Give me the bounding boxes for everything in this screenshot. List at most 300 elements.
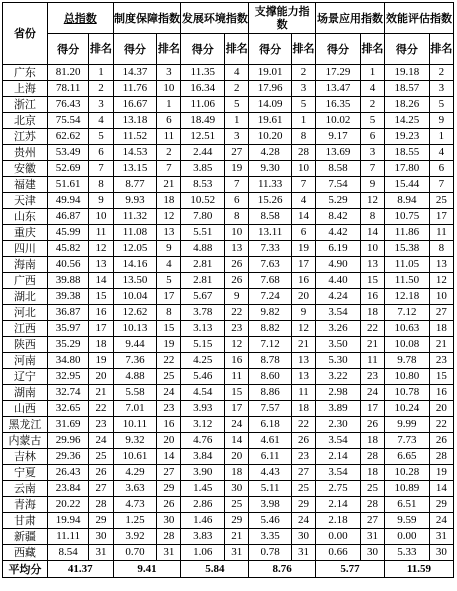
environment-rank: 31 (225, 545, 249, 561)
environment-score: 2.86 (181, 497, 225, 513)
environment-score: 1.06 (181, 545, 225, 561)
environment-score: 2.44 (181, 145, 225, 161)
score-header: 得分 (384, 34, 429, 65)
table-row (3, 417, 454, 433)
support-rank: 10 (291, 161, 315, 177)
institution-rank: 2 (157, 145, 181, 161)
application-rank: 18 (360, 305, 384, 321)
province-name: 河北 (3, 305, 48, 321)
institution-rank: 21 (157, 177, 181, 193)
institution-score: 8.77 (113, 177, 157, 193)
environment-score: 16.34 (181, 81, 225, 97)
environment-score: 12.51 (181, 129, 225, 145)
province-name: 辽宁 (3, 369, 48, 385)
effectiveness-rank: 2 (429, 65, 453, 81)
effectiveness-rank: 1 (429, 129, 453, 145)
environment-rank: 29 (225, 513, 249, 529)
effectiveness-rank: 3 (429, 81, 453, 97)
application-score: 5.29 (316, 193, 361, 209)
effectiveness-score: 9.59 (384, 513, 429, 529)
support-rank: 1 (291, 113, 315, 129)
environment-rank: 22 (225, 305, 249, 321)
total-score: 8.54 (47, 545, 89, 561)
application-score: 3.50 (316, 337, 361, 353)
total-score: 62.62 (47, 129, 89, 145)
application-score: 3.54 (316, 305, 361, 321)
effectiveness-rank: 30 (429, 545, 453, 561)
effectiveness-score: 18.57 (384, 81, 429, 97)
effectiveness-rank: 11 (429, 225, 453, 241)
institution-rank: 15 (157, 321, 181, 337)
support-score: 14.09 (249, 97, 292, 113)
institution-score: 7.01 (113, 401, 157, 417)
institution-score: 10.04 (113, 289, 157, 305)
effectiveness-score: 0.00 (384, 529, 429, 545)
environment-score: 18.49 (181, 113, 225, 129)
province-name: 重庆 (3, 225, 48, 241)
environment-rank: 13 (225, 241, 249, 257)
total-rank: 27 (89, 481, 113, 497)
total-score: 29.36 (47, 449, 89, 465)
environment-score: 3.12 (181, 417, 225, 433)
institution-score: 5.58 (113, 385, 157, 401)
total-score: 39.38 (47, 289, 89, 305)
total-rank: 7 (89, 161, 113, 177)
institution-score: 1.25 (113, 513, 157, 529)
environment-rank: 26 (225, 257, 249, 273)
support-rank: 9 (291, 305, 315, 321)
table-row (3, 353, 454, 369)
institution-rank: 5 (157, 273, 181, 289)
application-rank: 8 (360, 209, 384, 225)
support-score: 7.68 (249, 273, 292, 289)
application-rank: 24 (360, 385, 384, 401)
province-name: 湖北 (3, 289, 48, 305)
environment-rank: 1 (225, 113, 249, 129)
effectiveness-score: 10.75 (384, 209, 429, 225)
total-score: 11.11 (47, 529, 89, 545)
support-score: 7.24 (249, 289, 292, 305)
table-row (3, 513, 454, 529)
support-score: 7.63 (249, 257, 292, 273)
institution-rank: 20 (157, 433, 181, 449)
institution-rank: 4 (157, 257, 181, 273)
total-score: 39.88 (47, 273, 89, 289)
application-score: 3.54 (316, 433, 361, 449)
application-score: 9.17 (316, 129, 361, 145)
environment-score: 5.51 (181, 225, 225, 241)
effectiveness-score: 5.33 (384, 545, 429, 561)
average-total: 41.37 (47, 561, 113, 578)
application-score: 5.30 (316, 353, 361, 369)
support-rank: 27 (291, 465, 315, 481)
effectiveness-score: 11.86 (384, 225, 429, 241)
group-header-effectiveness: 效能评估指数 (384, 3, 453, 34)
effectiveness-rank: 13 (429, 257, 453, 273)
support-rank: 30 (291, 529, 315, 545)
total-rank: 24 (89, 433, 113, 449)
total-rank: 6 (89, 145, 113, 161)
group-header-support: 支撑能力指数 (249, 3, 316, 34)
table-row (3, 497, 454, 513)
application-score: 3.54 (316, 465, 361, 481)
table-row (3, 81, 454, 97)
score-header: 得分 (113, 34, 157, 65)
application-rank: 17 (360, 401, 384, 417)
institution-score: 11.76 (113, 81, 157, 97)
province-name: 北京 (3, 113, 48, 129)
support-rank: 24 (291, 513, 315, 529)
average-support: 8.76 (249, 561, 316, 578)
total-rank: 8 (89, 177, 113, 193)
effectiveness-score: 11.50 (384, 273, 429, 289)
table-row (3, 545, 454, 561)
support-rank: 14 (291, 209, 315, 225)
table-row (3, 449, 454, 465)
environment-score: 3.83 (181, 529, 225, 545)
application-score: 13.69 (316, 145, 361, 161)
institution-score: 12.62 (113, 305, 157, 321)
total-score: 53.49 (47, 145, 89, 161)
application-rank: 13 (360, 257, 384, 273)
effectiveness-score: 18.55 (384, 145, 429, 161)
effectiveness-score: 19.18 (384, 65, 429, 81)
total-rank: 12 (89, 241, 113, 257)
application-score: 4.42 (316, 225, 361, 241)
total-score: 51.61 (47, 177, 89, 193)
application-score: 4.90 (316, 257, 361, 273)
province-name: 西藏 (3, 545, 48, 561)
province-name: 青海 (3, 497, 48, 513)
support-rank: 29 (291, 497, 315, 513)
effectiveness-rank: 18 (429, 321, 453, 337)
total-score: 26.43 (47, 465, 89, 481)
institution-rank: 28 (157, 529, 181, 545)
province-header: 省份 (3, 3, 48, 65)
total-score: 36.87 (47, 305, 89, 321)
support-score: 4.43 (249, 465, 292, 481)
application-rank: 21 (360, 337, 384, 353)
institution-score: 13.15 (113, 161, 157, 177)
support-score: 10.20 (249, 129, 292, 145)
group-header-institution: 制度保障指数 (113, 3, 181, 34)
effectiveness-score: 10.28 (384, 465, 429, 481)
support-score: 8.60 (249, 369, 292, 385)
total-rank: 20 (89, 369, 113, 385)
effectiveness-score: 15.44 (384, 177, 429, 193)
total-rank: 15 (89, 289, 113, 305)
environment-score: 5.67 (181, 289, 225, 305)
effectiveness-score: 14.25 (384, 113, 429, 129)
environment-score: 4.76 (181, 433, 225, 449)
effectiveness-rank: 25 (429, 193, 453, 209)
support-score: 8.78 (249, 353, 292, 369)
total-score: 75.54 (47, 113, 89, 129)
total-score: 45.99 (47, 225, 89, 241)
support-score: 4.28 (249, 145, 292, 161)
table-row (3, 177, 454, 193)
effectiveness-rank: 31 (429, 529, 453, 545)
application-score: 2.30 (316, 417, 361, 433)
institution-score: 0.70 (113, 545, 157, 561)
environment-score: 3.78 (181, 305, 225, 321)
province-name: 浙江 (3, 97, 48, 113)
support-rank: 31 (291, 545, 315, 561)
institution-score: 11.52 (113, 129, 157, 145)
application-rank: 12 (360, 193, 384, 209)
table-row (3, 273, 454, 289)
group-header-total: 总指数 (47, 3, 113, 34)
province-name: 新疆 (3, 529, 48, 545)
score-header: 得分 (47, 34, 89, 65)
institution-rank: 7 (157, 161, 181, 177)
support-rank: 17 (291, 257, 315, 273)
support-score: 7.57 (249, 401, 292, 417)
environment-score: 5.46 (181, 369, 225, 385)
environment-score: 3.84 (181, 449, 225, 465)
environment-rank: 3 (225, 129, 249, 145)
support-rank: 23 (291, 449, 315, 465)
effectiveness-score: 7.73 (384, 433, 429, 449)
province-name: 山西 (3, 401, 48, 417)
total-score: 35.97 (47, 321, 89, 337)
province-name: 宁夏 (3, 465, 48, 481)
institution-rank: 18 (157, 193, 181, 209)
effectiveness-score: 10.80 (384, 369, 429, 385)
institution-rank: 17 (157, 289, 181, 305)
support-score: 4.61 (249, 433, 292, 449)
total-rank: 3 (89, 97, 113, 113)
effectiveness-score: 10.08 (384, 337, 429, 353)
support-rank: 6 (291, 225, 315, 241)
environment-rank: 30 (225, 481, 249, 497)
total-rank: 9 (89, 193, 113, 209)
environment-rank: 25 (225, 497, 249, 513)
effectiveness-score: 6.65 (384, 449, 429, 465)
province-name: 甘肃 (3, 513, 48, 529)
environment-rank: 14 (225, 433, 249, 449)
institution-rank: 13 (157, 225, 181, 241)
province-name: 四川 (3, 241, 48, 257)
application-rank: 9 (360, 177, 384, 193)
institution-score: 14.53 (113, 145, 157, 161)
total-score: 81.20 (47, 65, 89, 81)
application-score: 7.54 (316, 177, 361, 193)
table-row (3, 257, 454, 273)
average-institution: 9.41 (113, 561, 181, 578)
environment-rank: 4 (225, 65, 249, 81)
institution-rank: 11 (157, 129, 181, 145)
table-row (3, 209, 454, 225)
environment-score: 5.15 (181, 337, 225, 353)
environment-rank: 2 (225, 81, 249, 97)
application-rank: 28 (360, 497, 384, 513)
total-rank: 19 (89, 353, 113, 369)
support-score: 17.96 (249, 81, 292, 97)
application-rank: 2 (360, 97, 384, 113)
institution-rank: 23 (157, 401, 181, 417)
environment-rank: 9 (225, 289, 249, 305)
environment-score: 7.80 (181, 209, 225, 225)
province-name: 湖南 (3, 385, 48, 401)
score-header: 得分 (181, 34, 225, 65)
support-rank: 7 (291, 177, 315, 193)
total-score: 45.82 (47, 241, 89, 257)
application-rank: 11 (360, 353, 384, 369)
support-score: 5.11 (249, 481, 292, 497)
effectiveness-score: 19.23 (384, 129, 429, 145)
environment-rank: 21 (225, 529, 249, 545)
table-row (3, 193, 454, 209)
institution-score: 13.18 (113, 113, 157, 129)
support-score: 6.18 (249, 417, 292, 433)
institution-rank: 27 (157, 465, 181, 481)
total-rank: 14 (89, 273, 113, 289)
support-rank: 12 (291, 321, 315, 337)
environment-score: 11.06 (181, 97, 225, 113)
effectiveness-rank: 15 (429, 369, 453, 385)
application-rank: 14 (360, 225, 384, 241)
environment-score: 2.81 (181, 257, 225, 273)
effectiveness-score: 10.78 (384, 385, 429, 401)
province-name: 天津 (3, 193, 48, 209)
rank-header: 排名 (225, 34, 249, 65)
application-score: 0.00 (316, 529, 361, 545)
application-score: 6.19 (316, 241, 361, 257)
application-score: 2.75 (316, 481, 361, 497)
support-rank: 3 (291, 81, 315, 97)
total-score: 34.80 (47, 353, 89, 369)
application-score: 10.02 (316, 113, 361, 129)
rank-header: 排名 (360, 34, 384, 65)
support-score: 9.82 (249, 305, 292, 321)
province-name: 内蒙古 (3, 433, 48, 449)
environment-score: 1.46 (181, 513, 225, 529)
effectiveness-rank: 27 (429, 305, 453, 321)
application-rank: 4 (360, 81, 384, 97)
rank-header: 排名 (291, 34, 315, 65)
effectiveness-rank: 29 (429, 497, 453, 513)
environment-rank: 27 (225, 145, 249, 161)
effectiveness-rank: 9 (429, 113, 453, 129)
support-rank: 21 (291, 337, 315, 353)
environment-score: 3.13 (181, 321, 225, 337)
total-rank: 31 (89, 545, 113, 561)
effectiveness-rank: 23 (429, 353, 453, 369)
total-rank: 18 (89, 337, 113, 353)
application-rank: 5 (360, 113, 384, 129)
province-name: 河南 (3, 353, 48, 369)
institution-rank: 6 (157, 113, 181, 129)
application-score: 4.40 (316, 273, 361, 289)
total-rank: 1 (89, 65, 113, 81)
effectiveness-score: 12.18 (384, 289, 429, 305)
institution-score: 10.13 (113, 321, 157, 337)
total-rank: 26 (89, 465, 113, 481)
application-score: 0.66 (316, 545, 361, 561)
table-row (3, 161, 454, 177)
table-row (3, 225, 454, 241)
total-score: 35.29 (47, 337, 89, 353)
application-rank: 18 (360, 465, 384, 481)
environment-rank: 26 (225, 273, 249, 289)
average-label: 平均分 (3, 561, 48, 578)
table-row (3, 481, 454, 497)
header-row-subcolumns (3, 34, 454, 65)
application-rank: 15 (360, 273, 384, 289)
application-rank: 25 (360, 481, 384, 497)
average-row (3, 561, 454, 578)
institution-rank: 8 (157, 305, 181, 321)
institution-score: 9.44 (113, 337, 157, 353)
effectiveness-score: 15.38 (384, 241, 429, 257)
institution-score: 10.61 (113, 449, 157, 465)
institution-score: 14.16 (113, 257, 157, 273)
table-row (3, 433, 454, 449)
environment-score: 11.35 (181, 65, 225, 81)
institution-rank: 24 (157, 385, 181, 401)
average-effectiveness: 11.59 (384, 561, 453, 578)
institution-rank: 31 (157, 545, 181, 561)
province-name: 福建 (3, 177, 48, 193)
application-rank: 1 (360, 65, 384, 81)
total-score: 32.95 (47, 369, 89, 385)
environment-rank: 10 (225, 225, 249, 241)
province-name: 陕西 (3, 337, 48, 353)
support-rank: 4 (291, 193, 315, 209)
table-body (3, 65, 454, 561)
total-score: 32.65 (47, 401, 89, 417)
application-score: 3.26 (316, 321, 361, 337)
application-rank: 3 (360, 145, 384, 161)
header-row-groups (3, 3, 454, 34)
effectiveness-rank: 26 (429, 433, 453, 449)
application-rank: 6 (360, 129, 384, 145)
table-row (3, 337, 454, 353)
total-score: 52.69 (47, 161, 89, 177)
institution-score: 16.67 (113, 97, 157, 113)
institution-score: 9.32 (113, 433, 157, 449)
group-header-environment: 发展环境指数 (181, 3, 249, 34)
total-rank: 29 (89, 513, 113, 529)
environment-score: 4.88 (181, 241, 225, 257)
institution-rank: 30 (157, 513, 181, 529)
support-score: 3.98 (249, 497, 292, 513)
support-rank: 26 (291, 433, 315, 449)
effectiveness-rank: 20 (429, 401, 453, 417)
institution-rank: 19 (157, 337, 181, 353)
environment-rank: 7 (225, 177, 249, 193)
institution-rank: 29 (157, 481, 181, 497)
effectiveness-rank: 14 (429, 481, 453, 497)
application-score: 8.42 (316, 209, 361, 225)
table-row (3, 321, 454, 337)
score-header: 得分 (249, 34, 292, 65)
environment-score: 3.93 (181, 401, 225, 417)
environment-rank: 18 (225, 465, 249, 481)
province-name: 江苏 (3, 129, 48, 145)
environment-score: 4.25 (181, 353, 225, 369)
rank-header: 排名 (429, 34, 453, 65)
province-name: 黑龙江 (3, 417, 48, 433)
application-score: 2.14 (316, 497, 361, 513)
support-rank: 28 (291, 145, 315, 161)
effectiveness-rank: 6 (429, 161, 453, 177)
support-score: 7.12 (249, 337, 292, 353)
total-rank: 16 (89, 305, 113, 321)
application-score: 17.29 (316, 65, 361, 81)
effectiveness-rank: 10 (429, 289, 453, 305)
